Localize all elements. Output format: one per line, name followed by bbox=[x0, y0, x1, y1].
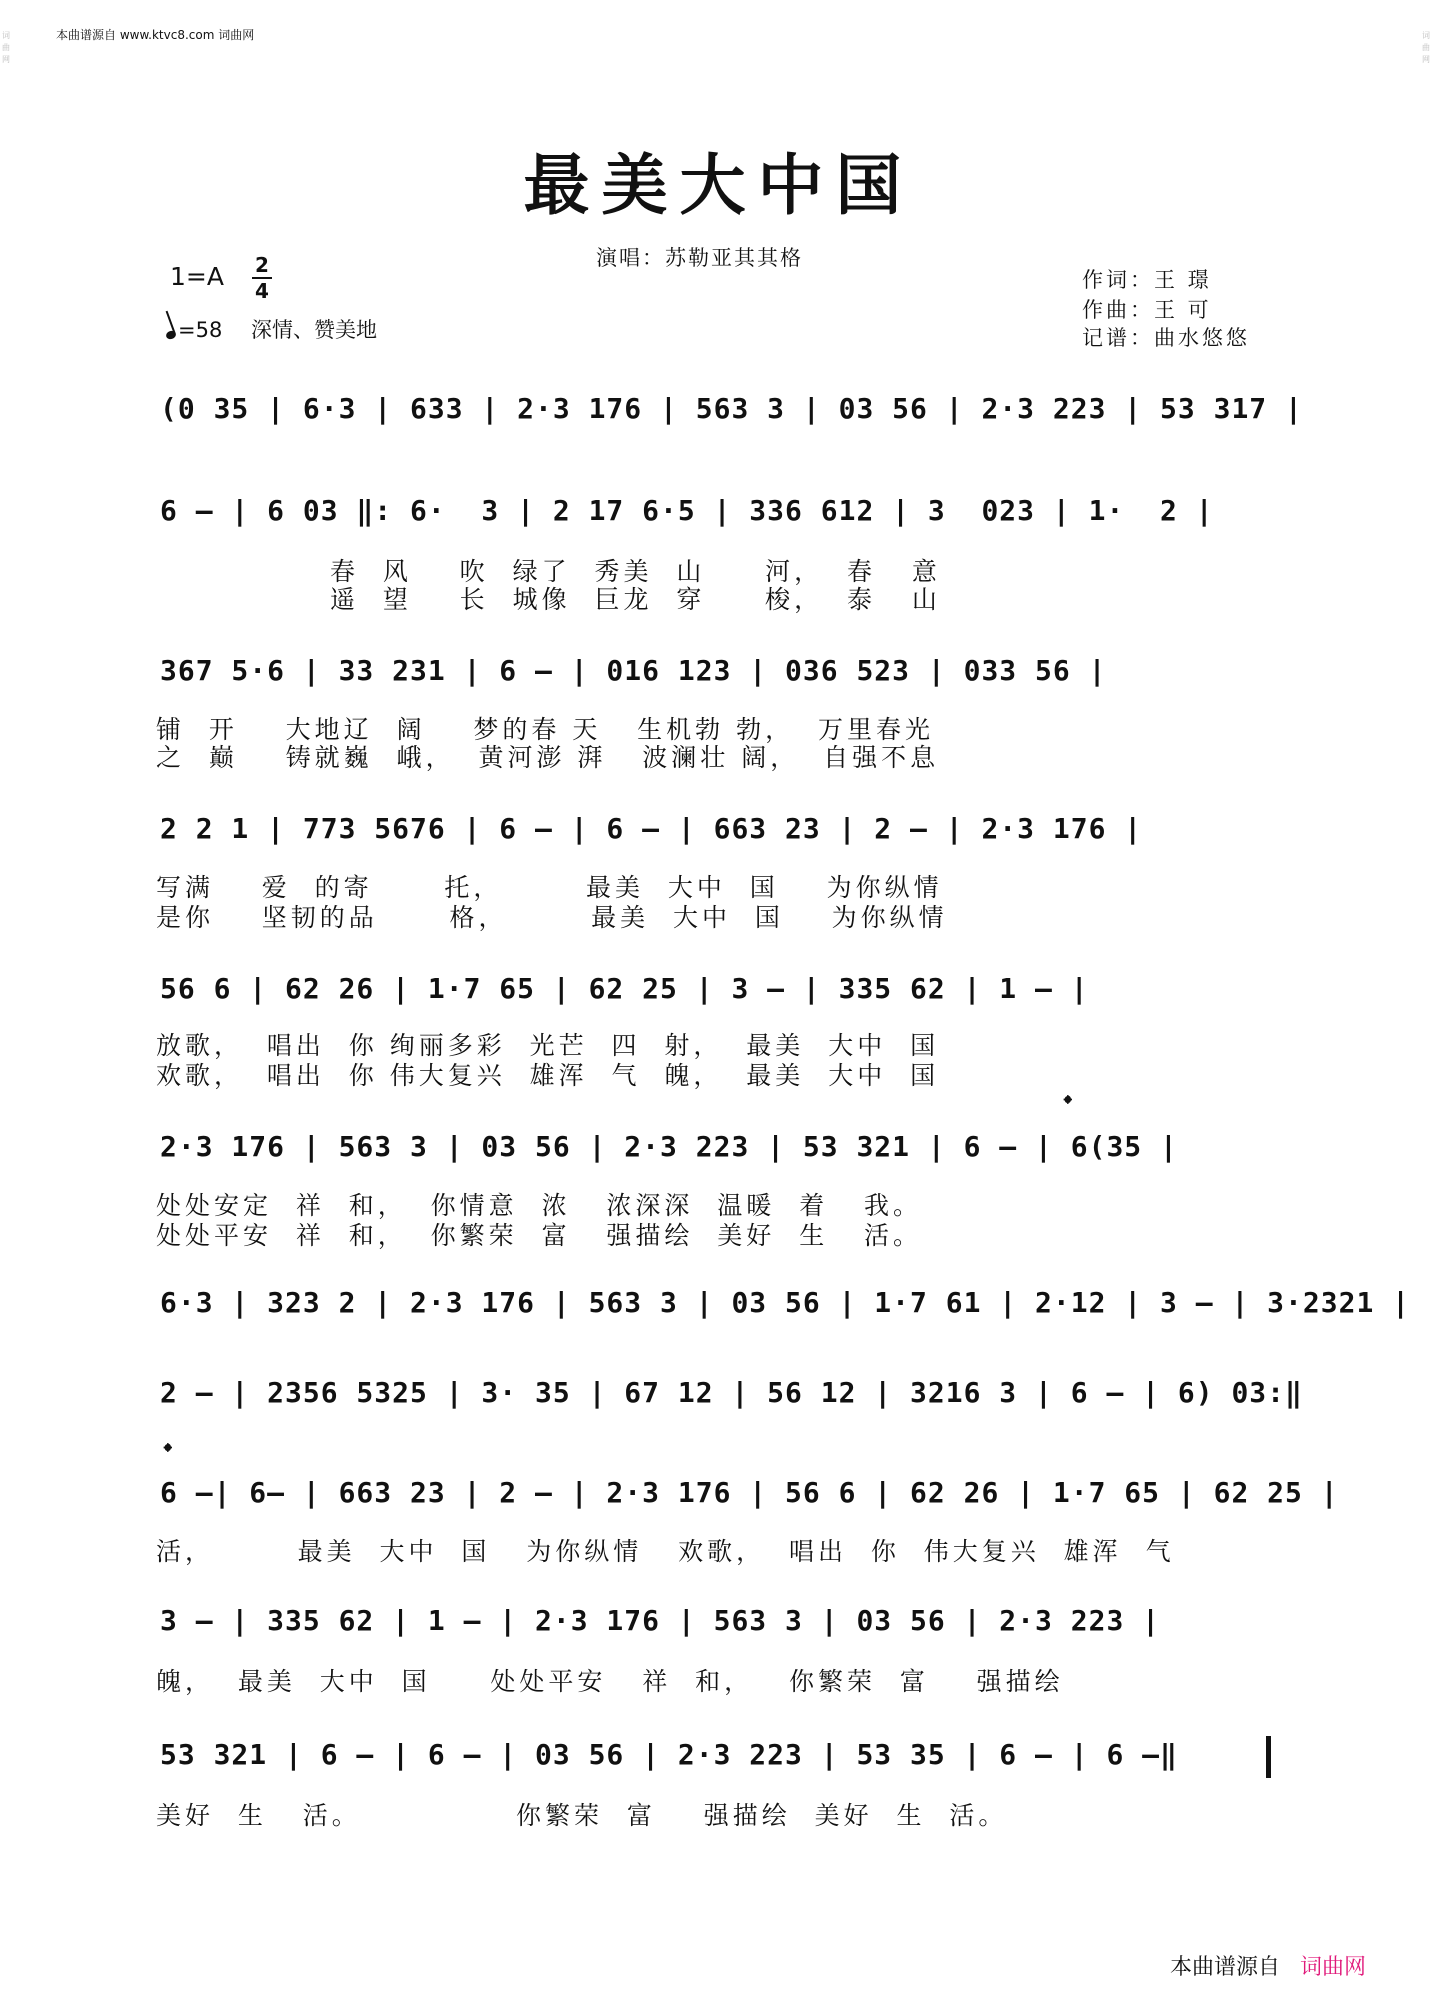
tempo-value: =58 bbox=[178, 318, 223, 342]
melody-line-8: 2 – | 2356 5325 | 3· 35 | 67 12 | 56 12 | 3216 3 | 6 – | 6) 03:‖ bbox=[160, 1376, 1303, 1409]
melody-line-10: 3 – | 335 62 | 1 – | 2·3 176 | 563 3 | 03 56 | 2·3 223 | bbox=[160, 1604, 1161, 1637]
lyrics-10: 魄， 最美 大中 国 处处平安 祥 和， 你繁荣 富 强描绘 bbox=[156, 1667, 1064, 1696]
tempo-marking bbox=[166, 314, 377, 344]
time-signature-top: 2 bbox=[255, 253, 269, 277]
source-header: 本曲谱源自 www.ktvc8.com 词曲网 bbox=[56, 28, 255, 42]
melody-line-5: 56 6 | 62 26 | 1·7 65 | 62 25 | 3 – | 335 62 | 1 – | bbox=[160, 972, 1089, 1005]
brand-link[interactable]: 词曲网 bbox=[1300, 1955, 1367, 1980]
melody-line-6: 2·3 176 | 563 3 | 03 56 | 2·3 223 | 53 321 | 6 – | 6(35 | bbox=[160, 1130, 1178, 1163]
lyrics-11: 美好 生 活。 你繁荣 富 强描绘 美好 生 活。 bbox=[156, 1801, 1008, 1830]
lyrics-4-verse-2: 是你 坚韧的品 格， 最美 大中 国 为你纵情 bbox=[156, 903, 948, 932]
lyrics-6-verse-1: 处处安定 祥 和， 你情意 浓 浓深深 温暖 着 我。 bbox=[156, 1191, 923, 1220]
tempo-expression: 深情、赞美地 bbox=[251, 318, 378, 342]
lyrics-5-verse-2: 欢歌， 唱出 你 伟大复兴 雄浑 气 魄， 最美 大中 国 bbox=[156, 1061, 940, 1090]
source-footer-label: 本曲谱源自 bbox=[1170, 1955, 1281, 1980]
source-footer bbox=[1170, 1950, 1366, 1981]
watermark-left: 词 曲 网 bbox=[2, 31, 10, 64]
quarter-note-icon bbox=[165, 330, 177, 341]
lyrics-9: 活， 最美 大中 国 为你纵情 欢歌， 唱出 你 伟大复兴 雄浑 气 bbox=[156, 1537, 1175, 1566]
lyrics-2-verse-1: 春 风 吹 绿了 秀美 山 河， 春 意 bbox=[330, 557, 941, 586]
singer-credit: 演唱：苏勒亚其其格 bbox=[596, 246, 803, 270]
melody-line-2: 6 – | 6 03 ‖: 6· 3 | 2 17 6·5 | 336 612 | 3 023 | 1· 2 | bbox=[160, 494, 1214, 527]
lyrics-3-verse-1: 铺 开 大地辽 阔 梦的春 天 生机勃 勃， 万里春光 bbox=[156, 715, 934, 744]
coda-sign-icon: 𝄌 bbox=[1064, 1092, 1072, 1117]
melody-line-9: 6 –| 6– | 663 23 | 2 – | 2·3 176 | 56 6 | 62 26 | 1·7 65 | 62 25 | bbox=[160, 1476, 1339, 1509]
melody-line-7: 6·3 | 323 2 | 2·3 176 | 563 3 | 03 56 | 1·7 61 | 2·12 | 3 – | 3·2321 | bbox=[160, 1286, 1411, 1319]
coda-sign-icon-2: 𝄌 bbox=[164, 1440, 172, 1465]
lyrics-5-verse-1: 放歌， 唱出 你 绚丽多彩 光芒 四 射， 最美 大中 国 bbox=[156, 1031, 940, 1060]
melody-line-11: 53 321 | 6 – | 6 – | 03 56 | 2·3 223 | 53 35 | 6 – | 6 –‖ bbox=[160, 1738, 1178, 1771]
melody-line-4: 2 2 1 | 773 5676 | 6 – | 6 – | 663 23 | 2 – | 2·3 176 | bbox=[160, 812, 1143, 845]
key-signature: 1=A bbox=[170, 262, 224, 291]
lyrics-3-verse-2: 之 巅 铸就巍 峨， 黄河澎 湃 波澜壮 阔， 自强不息 bbox=[156, 743, 940, 772]
time-signature bbox=[252, 254, 272, 302]
lyrics-4-verse-1: 写满 爱 的寄 托， 最美 大中 国 为你纵情 bbox=[156, 873, 943, 902]
time-signature-bottom: 4 bbox=[255, 279, 269, 303]
final-barline bbox=[1266, 1736, 1271, 1778]
transcriber-credit: 记谱：曲水悠悠 bbox=[1082, 326, 1250, 350]
lyrics-2-verse-2: 遥 望 长 城像 巨龙 穿 梭， 泰 山 bbox=[330, 585, 941, 614]
composer-credit: 作曲：王 可 bbox=[1082, 298, 1212, 322]
lyricist-credit: 作词：王 璟 bbox=[1082, 268, 1212, 292]
melody-line-3: 367 5·6 | 33 231 | 6 – | 016 123 | 036 523 | 033 56 | bbox=[160, 654, 1107, 687]
melody-line-1: (0 35 | 6·3 | 633 | 2·3 176 | 563 3 | 03 56 | 2·3 223 | 53 317 | bbox=[160, 392, 1303, 425]
song-title: 最美大中国 bbox=[523, 146, 914, 224]
lyrics-6-verse-2: 处处平安 祥 和， 你繁荣 富 强描绘 美好 生 活。 bbox=[156, 1221, 923, 1250]
watermark-right: 词 曲 网 bbox=[1422, 31, 1430, 64]
